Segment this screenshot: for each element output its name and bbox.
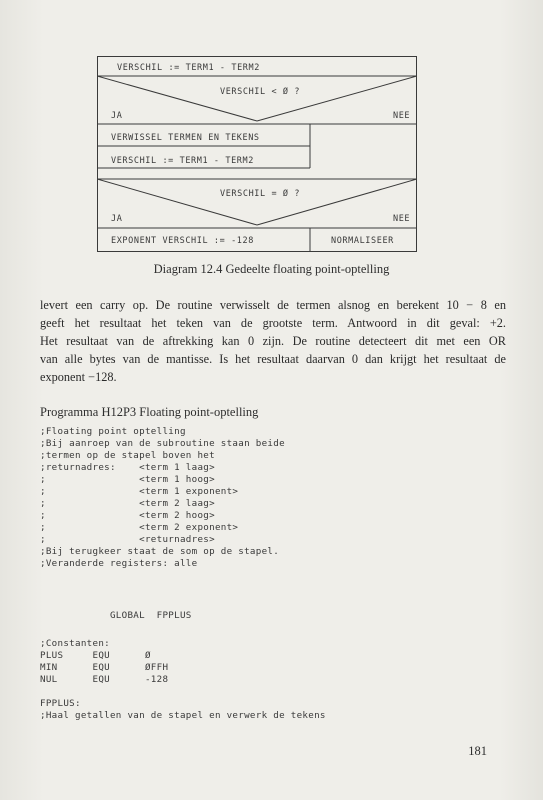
code-line: PLUS EQU Ø xyxy=(40,650,151,661)
exponent-assign: EXPONENT VERSCHIL := -128 xyxy=(111,236,254,246)
paragraph-line: Het resultaat van de aftrekking kan 0 zijn. De routine detecteert dit met een OR xyxy=(40,334,506,348)
code-line: ; <term 2 laag> xyxy=(40,498,215,509)
code-line: GLOBAL FPPLUS xyxy=(40,610,192,621)
code-line: ; <term 1 hoog> xyxy=(40,474,215,485)
diagram-lines xyxy=(97,56,417,252)
code-line: ;Veranderde registers: alle xyxy=(40,558,198,569)
decision-2-no: NEE xyxy=(393,214,411,224)
decision-1-no: NEE xyxy=(393,111,411,121)
assign-verschil-1: VERSCHIL := TERM1 - TERM2 xyxy=(117,63,260,73)
diagram-caption: Diagram 12.4 Gedeelte floating point-optelling xyxy=(153,262,390,276)
swap-terms: VERWISSEL TERMEN EN TEKENS xyxy=(111,133,260,143)
code-line: ; <term 1 exponent> xyxy=(40,486,239,497)
code-line: ;Floating point optelling xyxy=(40,426,186,437)
code-line: ;Constanten: xyxy=(40,638,110,649)
paragraph-line: exponent −128. xyxy=(40,370,117,384)
paragraph-line: levert een carry op. De routine verwisselt de termen alsnog en berekent 10 − 8 en xyxy=(40,298,506,312)
code-line: ;Bij terugkeer staat de som op de stapel. xyxy=(40,546,280,557)
decision-2-question: VERSCHIL = Ø ? xyxy=(220,189,301,199)
decision-1-question: VERSCHIL < Ø ? xyxy=(220,87,301,97)
body-paragraph xyxy=(40,296,506,386)
paragraph-line: van alle bytes van de mantisse. Is het resultaat daarvan 0 dan krijgt het resultaat de xyxy=(40,352,506,366)
normalize: NORMALISEER xyxy=(331,236,394,246)
code-line: FPPLUS: xyxy=(40,698,81,709)
decision-1-yes: JA xyxy=(111,111,123,121)
code-line: NUL EQU -128 xyxy=(40,674,169,685)
page-number: 181 xyxy=(468,744,487,758)
code-line: ;Bij aanroep van de subroutine staan beide xyxy=(40,438,285,449)
flow-diagram xyxy=(97,56,417,252)
assign-verschil-2: VERSCHIL := TERM1 - TERM2 xyxy=(111,156,254,166)
code-line: MIN EQU ØFFH xyxy=(40,662,169,673)
code-line: ; <returnadres> xyxy=(40,534,215,545)
code-line: ;returnadres: <term 1 laag> xyxy=(40,462,215,473)
code-line: ;Haal getallen van de stapel en verwerk de tekens xyxy=(40,710,326,721)
code-line: ; <term 2 hoog> xyxy=(40,510,215,521)
code-line: ;termen op de stapel boven het xyxy=(40,450,215,461)
decision-2-yes: JA xyxy=(111,214,123,224)
code-line: ; <term 2 exponent> xyxy=(40,522,239,533)
program-title: Programma H12P3 Floating point-optelling xyxy=(40,405,259,419)
paragraph-line: geeft het resultaat het teken van de grootste term. Antwoord in dit geval: +2. xyxy=(40,316,506,330)
